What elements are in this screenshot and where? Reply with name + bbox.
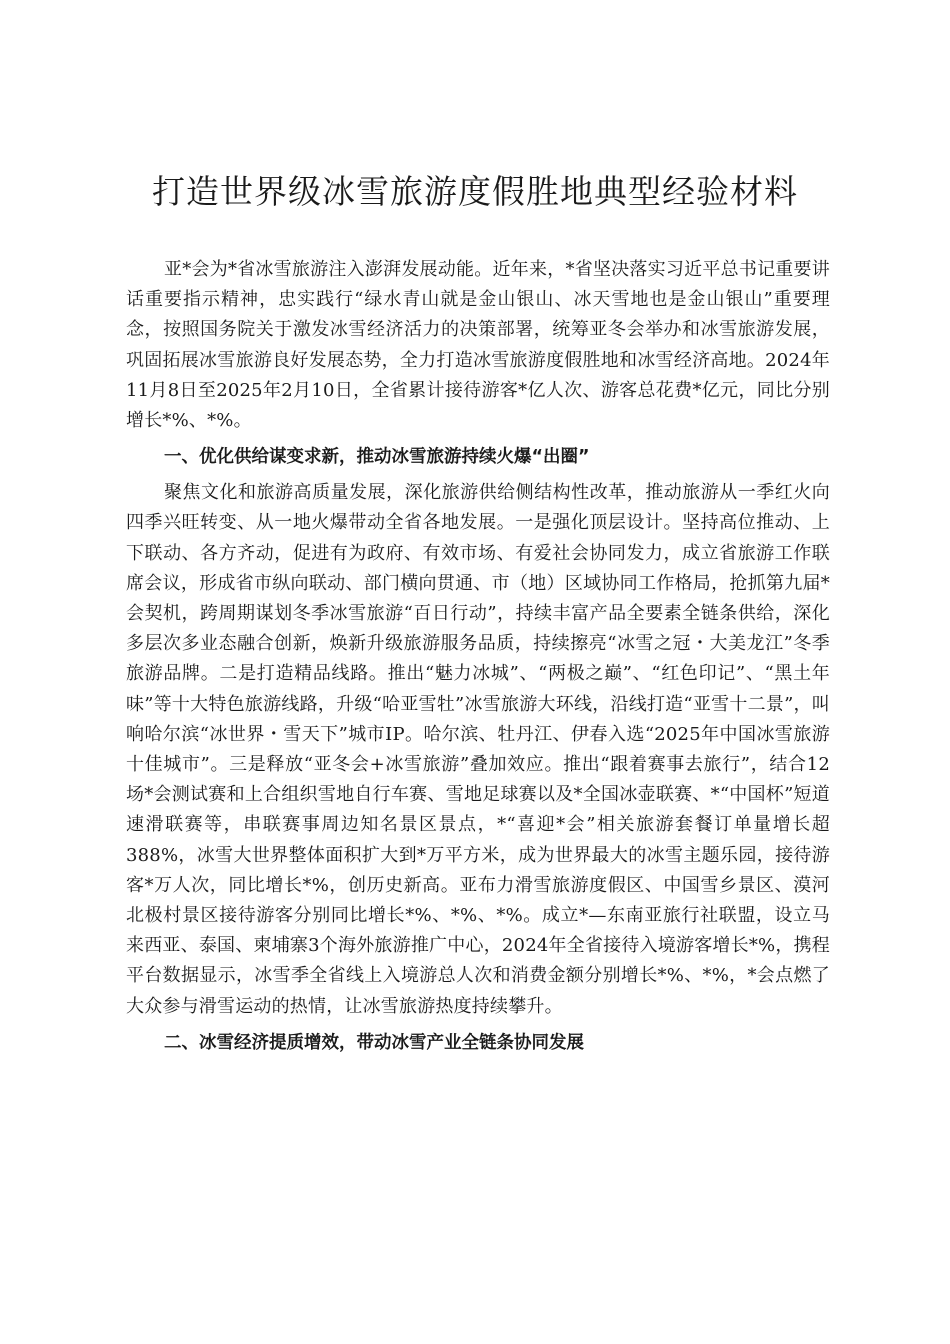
section-heading-2: 二、冰雪经济提质增效，带动冰雪产业全链条协同发展	[164, 1032, 584, 1053]
intro-paragraph: 亚*会为*省冰雪旅游注入澎湃发展动能。近年来，*省坚决落实习近平总书记重要讲话重要指示精神，忠实践行“绿水青山就是金山银山、冰天雪地也是金山银山”重要理念，按照国务院关于激发冰雪经济活力的决策部署，统筹亚冬会举办和冰雪旅游发展，巩固拓展冰雪旅游良好发展态势，全力打造冰雪旅游度假胜地和冰雪经济高地。2024年11月8日至2025年2月10日，全省累计接待游客*亿人次、游客总花费*亿元，同比分别增长*%、*%。	[126, 259, 830, 432]
section-heading-1: 一、优化供给谋变求新，推动冰雪旅游持续火爆“出圈”	[164, 447, 590, 468]
section-1-paragraph: 聚焦文化和旅游高质量发展，深化旅游供给侧结构性改革，推动旅游从一季红火向四季兴旺转变、从一地火爆带动全省各地发展。一是强化顶层设计。坚持高位推动、上下联动、各方齐动，促进有为政府、有效市场、有爱社会协同发力，成立省旅游工作联席会议，形成省市纵向联动、部门横向贯通、市（地）区域协同工作格局，抢抓第九届*会契机，跨周期谋划冬季冰雪旅游“百日行动”，持续丰富产品全要素全链条供给，深化多层次多业态融合创新，焕新升级旅游服务品质，持续擦亮“冰雪之冠・大美龙江”冬季旅游品牌。二是打造精品线路。推出“魅力冰城”、“两极之巅”、“红色印记”、“黑土年味”等十大特色旅游线路，升级“哈亚雪牡”冰雪旅游大环线，沿线打造“亚雪十二景”，叫响哈尔滨“冰世界・雪天下”城市IP。哈尔滨、牡丹江、伊春入选“2025年中国冰雪旅游十佳城市”。三是释放“亚冬会+冰雪旅游”叠加效应。推出“跟着赛事去旅行”，结合12场*会测试赛和上合组织雪地自行车赛、雪地足球赛以及*全国冰壶联赛、*“中国杯”短道速滑联赛等，串联赛事周边知名景区景点，*“喜迎*会”相关旅游套餐订单量增长超388%，冰雪大世界整体面积扩大到*万平方米，成为世界最大的冰雪主题乐园，接待游客*万人次，同比增长*%，创历史新高。亚布力滑雪旅游度假区、中国雪乡景区、漠河北极村景区接待游客分别同比增长*%、*%、*%。成立*—东南亚旅行社联盟，设立马来西亚、泰国、柬埔寨3个海外旅游推广中心，2024年全省接待入境游客增长*%，携程平台数据显示，冰雪季全省线上入境游总人次和消费金额分别增长*%、*%，*会点燃了大众参与滑雪运动的热情，让冰雪旅游热度持续攀升。	[126, 482, 830, 1017]
document-body	[126, 255, 830, 1058]
document-title: 打造世界级冰雪旅游度假胜地典型经验材料	[152, 172, 798, 211]
